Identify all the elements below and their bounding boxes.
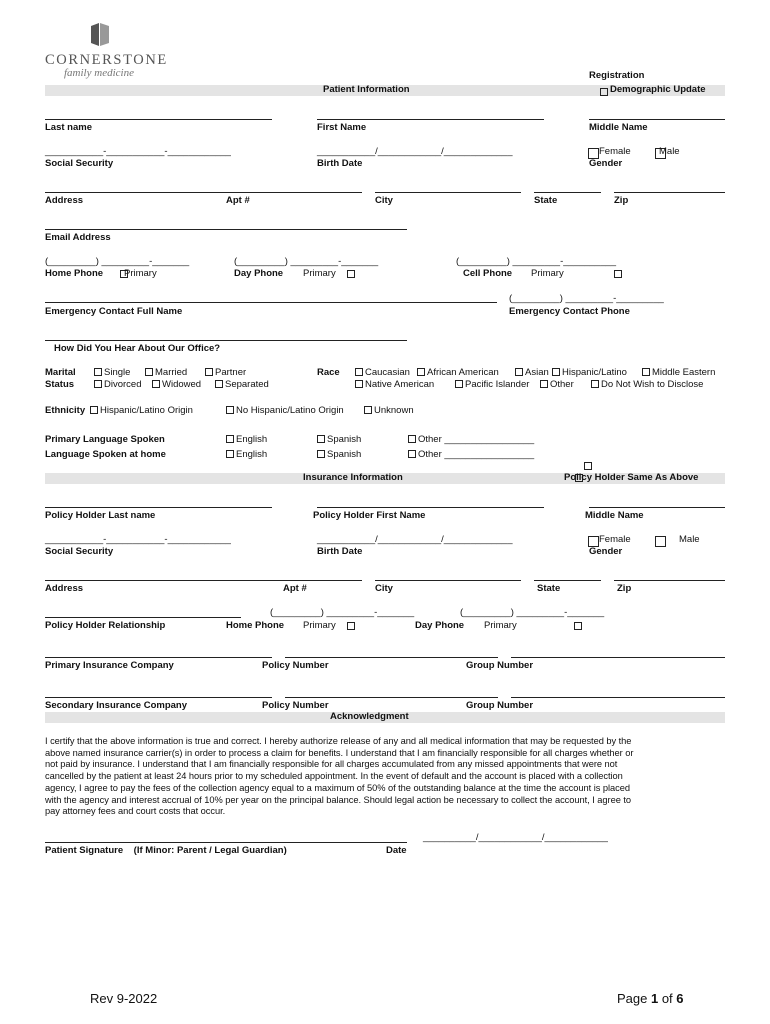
primary-spanish-option[interactable] bbox=[315, 434, 361, 445]
primary-company-line[interactable] bbox=[45, 657, 272, 658]
secondary-policy-line[interactable] bbox=[285, 697, 498, 698]
ethnicity-no-hispanic-option[interactable] bbox=[224, 405, 344, 416]
pacific-islander-label: Pacific Islander bbox=[465, 379, 530, 390]
primary-policy-line[interactable] bbox=[285, 657, 498, 658]
zip-line[interactable] bbox=[614, 192, 725, 193]
last-name-line[interactable] bbox=[45, 119, 272, 120]
home-spanish-checkbox[interactable] bbox=[317, 450, 325, 458]
emergency-phone-field[interactable]: (_________) _________-_________ bbox=[509, 293, 664, 304]
secondary-company-line[interactable] bbox=[45, 697, 272, 698]
native-american-checkbox[interactable] bbox=[355, 380, 363, 388]
ph-male-label: Male bbox=[679, 534, 700, 545]
single-checkbox[interactable] bbox=[94, 368, 102, 376]
state-label: State bbox=[534, 195, 558, 206]
logo-tagline: family medicine bbox=[64, 67, 134, 79]
race-native-american-option[interactable] bbox=[353, 379, 434, 390]
primary-spanish-checkbox[interactable] bbox=[317, 435, 325, 443]
last-name-label: Last name bbox=[45, 122, 92, 133]
marital-widowed-option[interactable] bbox=[150, 379, 201, 390]
asian-checkbox[interactable] bbox=[515, 368, 523, 376]
logo-mark-icon bbox=[89, 22, 111, 48]
ph-address-line[interactable] bbox=[45, 580, 362, 581]
race-asian-option[interactable] bbox=[513, 367, 549, 378]
acknowledgment-text bbox=[45, 736, 725, 818]
page-current: 1 bbox=[650, 991, 659, 1006]
logo bbox=[45, 22, 170, 80]
race-label: Race bbox=[317, 367, 340, 378]
caucasian-checkbox[interactable] bbox=[355, 368, 363, 376]
ph-ssn-label: Social Security bbox=[45, 546, 114, 557]
middle-name-line[interactable] bbox=[589, 119, 725, 120]
home-other-option[interactable] bbox=[406, 449, 534, 460]
zip-label: Zip bbox=[614, 195, 629, 206]
eth-no-hispanic-label: No Hispanic/Latino Origin bbox=[236, 405, 344, 416]
emergency-name-line[interactable] bbox=[45, 302, 497, 303]
single-label: Single bbox=[104, 367, 131, 378]
native-american-label: Native American bbox=[365, 379, 435, 390]
divorced-label: Divorced bbox=[104, 379, 142, 390]
secondary-group-line[interactable] bbox=[511, 697, 725, 698]
state-line[interactable] bbox=[534, 192, 601, 193]
caucasian-label: Caucasian bbox=[365, 367, 410, 378]
eth-unknown-label: Unknown bbox=[374, 405, 414, 416]
eth-hispanic-label: Hispanic/Latino Origin bbox=[100, 405, 193, 416]
ph-relationship-line[interactable] bbox=[45, 617, 241, 618]
cell-phone-primary-label: Primary bbox=[531, 268, 564, 279]
widowed-checkbox[interactable] bbox=[152, 380, 160, 388]
eth-no-hispanic-checkbox[interactable] bbox=[226, 406, 234, 414]
primary-english-option[interactable] bbox=[224, 434, 267, 445]
first-name-line[interactable] bbox=[317, 119, 544, 120]
pacific-islander-checkbox[interactable] bbox=[455, 380, 463, 388]
primary-language-label: Primary Language Spoken bbox=[45, 434, 165, 445]
ph-male-checkbox[interactable] bbox=[655, 536, 666, 547]
ph-apt-label: Apt # bbox=[283, 583, 307, 594]
race-pacific-islander-option[interactable] bbox=[453, 379, 529, 390]
eth-unknown-checkbox[interactable] bbox=[364, 406, 372, 414]
home-english-option[interactable] bbox=[224, 449, 267, 460]
gender-female-label: Female bbox=[599, 146, 631, 157]
home-phone-label: Home Phone bbox=[45, 268, 104, 279]
ssn-label: Social Security bbox=[45, 158, 114, 169]
email-line[interactable] bbox=[45, 229, 407, 230]
revision-label: Rev 9-2022 bbox=[90, 991, 158, 1006]
ack-line: agency, I agree to pay the fees of the collection agency equal to a maximum of 50% of the outstanding balance at the time the account is placed bbox=[45, 782, 630, 793]
ph-last-line[interactable] bbox=[45, 507, 272, 508]
cell-phone-label: Cell Phone bbox=[463, 268, 513, 279]
ack-line: not paid by insurance. I understand that I am financially responsible for all charges accumulated from any missed appointments that were not bbox=[45, 759, 618, 770]
day-phone-primary-checkbox[interactable] bbox=[347, 270, 355, 278]
page-indicator bbox=[617, 991, 684, 1006]
ack-line: with the agency and interest accrual of 10% per year on the principal balance. Should legal action be necessary to collect the account, I agree to bbox=[45, 794, 632, 805]
city-label: City bbox=[375, 195, 393, 206]
ph-home-primary-label: Primary bbox=[303, 620, 336, 631]
ph-relationship-label: Policy Holder Relationship bbox=[45, 620, 166, 631]
widowed-label: Widowed bbox=[162, 379, 202, 390]
marital-single-option[interactable] bbox=[92, 367, 130, 378]
birth-date-label: Birth Date bbox=[317, 158, 363, 169]
page-total: 6 bbox=[676, 991, 684, 1006]
ethnicity-hispanic-option[interactable] bbox=[88, 405, 193, 416]
logo-name: CORNERSTONE bbox=[45, 52, 168, 68]
separated-label: Separated bbox=[225, 379, 269, 390]
race-middle-eastern-option[interactable] bbox=[640, 367, 715, 378]
cell-phone-primary-checkbox[interactable] bbox=[614, 270, 622, 278]
ack-line: above named insurance carrier(s) in order to process a claim for benefits. I understand that I am financially responsible for all charges whether or bbox=[45, 747, 634, 758]
ethnicity-unknown-option[interactable] bbox=[362, 405, 414, 416]
day-phone-primary-label: Primary bbox=[303, 268, 336, 279]
day-phone-field[interactable]: (_________) _________-_______ bbox=[234, 256, 379, 267]
demographic-update-label: Demographic Update bbox=[610, 84, 706, 95]
ph-middle-label: Middle Name bbox=[585, 510, 644, 521]
ph-city-label: City bbox=[375, 583, 393, 594]
separated-checkbox[interactable] bbox=[215, 380, 223, 388]
home-spanish-option[interactable] bbox=[315, 449, 361, 460]
address-label: Address bbox=[45, 195, 84, 206]
race-no-disclose-option[interactable] bbox=[589, 379, 703, 390]
registration-label: Registration bbox=[589, 70, 645, 81]
no-disclose-checkbox[interactable] bbox=[591, 380, 599, 388]
ph-first-line[interactable] bbox=[317, 507, 544, 508]
primary-other-field[interactable]: Other _________________ bbox=[418, 434, 535, 445]
marital-separated-option[interactable] bbox=[213, 379, 269, 390]
ph-zip-label: Zip bbox=[617, 583, 632, 594]
asian-label: Asian bbox=[525, 367, 549, 378]
patient-info-title: Patient Information bbox=[323, 84, 410, 95]
partner-label: Partner bbox=[215, 367, 247, 378]
race-hispanic-option[interactable] bbox=[550, 367, 627, 378]
apt-label: Apt # bbox=[226, 195, 250, 206]
emergency-phone-label: Emergency Contact Phone bbox=[509, 306, 630, 317]
home-language-label: Language Spoken at home bbox=[45, 449, 166, 460]
marital-label: Marital bbox=[45, 367, 76, 378]
acknowledgment-title: Acknowledgment bbox=[330, 711, 409, 722]
ph-female-label: Female bbox=[599, 534, 631, 545]
primary-other-checkbox[interactable] bbox=[408, 435, 416, 443]
ack-line: cancelled by the patient at least 24 hours prior to my scheduled appointment. In the event of default and the account is placed with a collection bbox=[45, 771, 623, 782]
ph-state-line[interactable] bbox=[534, 580, 601, 581]
eth-hispanic-checkbox[interactable] bbox=[90, 406, 98, 414]
ph-zip-line[interactable] bbox=[614, 580, 725, 581]
page-of: of bbox=[658, 991, 677, 1006]
gender-male-label: Male bbox=[659, 146, 680, 157]
ph-day-primary-label: Primary bbox=[484, 620, 517, 631]
gender-label: Gender bbox=[589, 158, 623, 169]
ph-last-label: Policy Holder Last name bbox=[45, 510, 156, 521]
race-other-label: Other bbox=[550, 379, 574, 390]
ph-day-phone-field[interactable]: (_________) _________-_______ bbox=[460, 607, 605, 618]
hear-about-label: How Did You Hear About Our Office? bbox=[54, 343, 221, 354]
home-phone-field[interactable]: (_________) _________-_______ bbox=[45, 256, 190, 267]
primary-spanish-label: Spanish bbox=[327, 434, 362, 445]
signature-line[interactable] bbox=[45, 842, 407, 843]
home-english-checkbox[interactable] bbox=[226, 450, 234, 458]
city-line[interactable] bbox=[375, 192, 521, 193]
african-american-checkbox[interactable] bbox=[417, 368, 425, 376]
married-label: Married bbox=[155, 367, 188, 378]
ssn-field[interactable]: ___________-___________-____________ bbox=[45, 146, 231, 157]
marital-divorced-option[interactable] bbox=[92, 379, 142, 390]
secondary-group-label: Group Number bbox=[466, 700, 534, 711]
secondary-policy-label: Policy Number bbox=[262, 700, 329, 711]
primary-english-label: English bbox=[236, 434, 268, 445]
race-other-checkbox[interactable] bbox=[540, 380, 548, 388]
ack-line: pay attorney fees and court costs that occur. bbox=[45, 806, 226, 817]
ph-home-phone-field[interactable]: (_________) _________-_______ bbox=[270, 607, 415, 618]
primary-group-line[interactable] bbox=[511, 657, 725, 658]
ack-line: I certify that the above information is true and correct. I hereby authorize release of any and all medical information that may be requested by the bbox=[45, 736, 632, 746]
marital-married-option[interactable] bbox=[143, 367, 187, 378]
home-other-field[interactable]: Other _________________ bbox=[418, 449, 535, 460]
race-african-american-option[interactable] bbox=[415, 367, 499, 378]
page-prefix: Page bbox=[617, 991, 651, 1006]
primary-company-label: Primary Insurance Company bbox=[45, 660, 174, 671]
middle-eastern-checkbox[interactable] bbox=[642, 368, 650, 376]
primary-group-label: Group Number bbox=[466, 660, 534, 671]
primary-other-option[interactable] bbox=[406, 434, 534, 445]
home-spanish-label: Spanish bbox=[327, 449, 362, 460]
ph-gender-label: Gender bbox=[589, 546, 623, 557]
ph-birth-date-field[interactable]: ___________/____________/_____________ bbox=[317, 534, 513, 545]
day-phone-label: Day Phone bbox=[234, 268, 284, 279]
home-phone-primary-label: Primary bbox=[124, 268, 157, 279]
african-american-label: African American bbox=[427, 367, 499, 378]
middle-name-label: Middle Name bbox=[589, 122, 648, 133]
demographic-update-checkbox[interactable] bbox=[600, 88, 608, 96]
signature-date-label: Date bbox=[386, 845, 407, 856]
cell-phone-field[interactable]: (_________) _________-__________ bbox=[456, 256, 617, 267]
hispanic-checkbox[interactable] bbox=[552, 368, 560, 376]
ph-state-label: State bbox=[537, 583, 561, 594]
race-caucasian-option[interactable] bbox=[353, 367, 410, 378]
ethnicity-label: Ethnicity bbox=[45, 405, 86, 416]
birth-date-field[interactable]: ___________/____________/_____________ bbox=[317, 146, 513, 157]
no-disclose-label: Do Not Wish to Disclose bbox=[601, 379, 704, 390]
ph-middle-line[interactable] bbox=[589, 507, 725, 508]
same-as-above-label: Policy Holder Same As Above bbox=[564, 472, 699, 483]
secondary-company-label: Secondary Insurance Company bbox=[45, 700, 188, 711]
signature-label: Patient Signature (If Minor: Parent / Legal Guardian) bbox=[45, 845, 287, 856]
ph-day-primary-checkbox[interactable] bbox=[574, 622, 582, 630]
ph-address-label: Address bbox=[45, 583, 84, 594]
ph-home-phone-label: Home Phone bbox=[226, 620, 285, 631]
home-english-label: English bbox=[236, 449, 268, 460]
ph-home-primary-checkbox[interactable] bbox=[347, 622, 355, 630]
hear-about-line[interactable] bbox=[45, 340, 407, 341]
ph-city-line[interactable] bbox=[375, 580, 521, 581]
ph-day-phone-label: Day Phone bbox=[415, 620, 465, 631]
ph-first-label: Policy Holder First Name bbox=[313, 510, 426, 521]
partner-checkbox[interactable] bbox=[205, 368, 213, 376]
insurance-info-title: Insurance Information bbox=[303, 472, 403, 483]
status-label: Status bbox=[45, 379, 75, 390]
first-name-label: First Name bbox=[317, 122, 367, 133]
primary-english-checkbox[interactable] bbox=[226, 435, 234, 443]
race-other-option[interactable] bbox=[538, 379, 574, 390]
home-other-checkbox[interactable] bbox=[408, 450, 416, 458]
middle-eastern-label: Middle Eastern bbox=[652, 367, 716, 378]
married-checkbox[interactable] bbox=[145, 368, 153, 376]
hispanic-label: Hispanic/Latino bbox=[562, 367, 627, 378]
ph-birth-date-label: Birth Date bbox=[317, 546, 363, 557]
marital-partner-option[interactable] bbox=[203, 367, 246, 378]
email-label: Email Address bbox=[45, 232, 111, 243]
primary-policy-label: Policy Number bbox=[262, 660, 329, 671]
emergency-name-label: Emergency Contact Full Name bbox=[45, 306, 183, 317]
divorced-checkbox[interactable] bbox=[94, 380, 102, 388]
ph-ssn-field[interactable]: ___________-___________-____________ bbox=[45, 534, 231, 545]
address-line[interactable] bbox=[45, 192, 362, 193]
same-as-above-checkbox[interactable] bbox=[584, 462, 592, 470]
signature-date-field[interactable]: __________/____________/____________ bbox=[423, 832, 608, 843]
